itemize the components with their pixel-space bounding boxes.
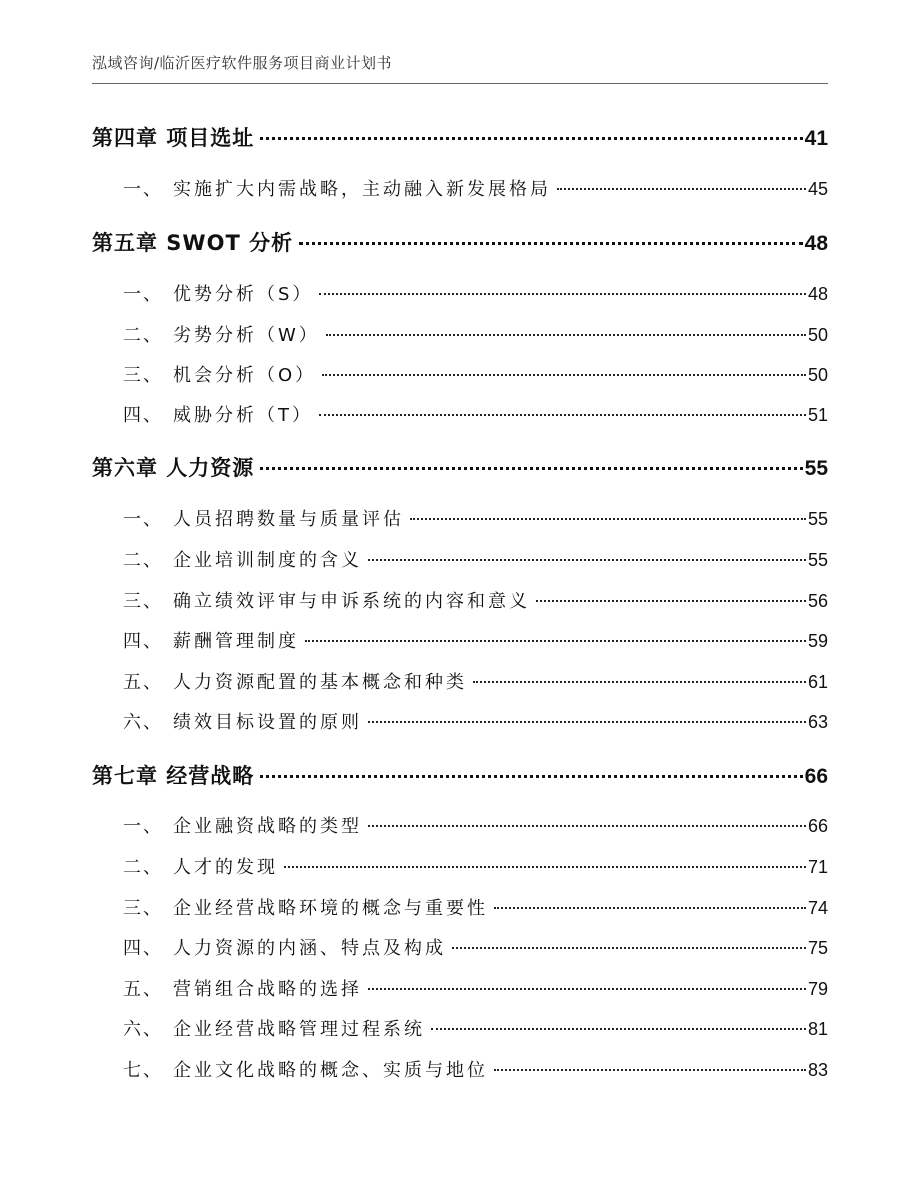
toc-entry-page: 63 <box>807 712 828 732</box>
toc-entry-number: 五、 <box>123 979 163 1000</box>
toc-entry-title: 企业文化战略的概念、实质与地位 <box>173 1060 488 1081</box>
toc-entry-title: 人才的发现 <box>173 857 278 878</box>
toc-entry-page: 75 <box>807 938 828 958</box>
toc-entry[interactable] <box>92 760 828 790</box>
toc-leader-dots <box>473 681 806 683</box>
toc-entry-title: 绩效目标设置的原则 <box>173 712 362 733</box>
toc-entry-number: 二、 <box>123 550 163 571</box>
toc-entry-page: 81 <box>807 1019 828 1039</box>
toc-entry[interactable] <box>92 975 828 1001</box>
toc-leader-dots <box>260 137 802 140</box>
toc-entry-number: 一、 <box>123 179 163 200</box>
toc-entry-page: 48 <box>807 284 828 304</box>
toc-entry-page: 55 <box>807 509 828 529</box>
toc-entry-title: 优势分析（S） <box>173 284 314 305</box>
toc-entry[interactable] <box>92 1056 828 1082</box>
toc-entry[interactable] <box>92 668 828 694</box>
toc-entry-page: 41 <box>804 127 828 150</box>
toc-entry-page: 55 <box>807 550 828 570</box>
toc-entry-title: 企业经营战略环境的概念与重要性 <box>173 898 488 919</box>
toc-entry-number: 二、 <box>123 857 163 878</box>
toc-entry-page: 66 <box>804 765 828 788</box>
toc-entry-number: 六、 <box>123 712 163 733</box>
toc-entry[interactable] <box>92 934 828 960</box>
toc-leader-dots <box>319 414 806 416</box>
toc-entry[interactable] <box>92 321 828 347</box>
toc-entry-page: 83 <box>807 1060 828 1080</box>
toc-entry-title: 人力资源配置的基本概念和种类 <box>173 672 467 693</box>
toc-leader-dots <box>431 1028 806 1030</box>
toc-entry[interactable] <box>92 401 828 427</box>
toc-entry-title: 第五章 SWOT 分析 <box>92 231 294 255</box>
toc-leader-dots <box>299 242 803 245</box>
toc-entry-number: 五、 <box>123 672 163 693</box>
toc-leader-dots <box>557 188 806 190</box>
toc-entry[interactable] <box>92 227 828 257</box>
toc-entry[interactable] <box>92 280 828 306</box>
toc-entry-number: 一、 <box>123 284 163 305</box>
toc-entry-title: 人员招聘数量与质量评估 <box>173 509 404 530</box>
toc-leader-dots <box>494 907 806 909</box>
toc-entry-number: 四、 <box>123 631 163 652</box>
toc-entry-title: 企业经营战略管理过程系统 <box>173 1019 425 1040</box>
toc-entry-number: 三、 <box>123 898 163 919</box>
toc-entry-title: 营销组合战略的选择 <box>173 979 362 1000</box>
toc-leader-dots <box>368 559 806 561</box>
toc-entry-title: 第六章 人力资源 <box>92 456 255 480</box>
toc-leader-dots <box>319 293 806 295</box>
toc-entry-page: 50 <box>807 365 828 385</box>
toc-entry-title: 威胁分析（T） <box>173 405 313 426</box>
toc-entry-number: 六、 <box>123 1019 163 1040</box>
toc-entry-page: 79 <box>807 979 828 999</box>
toc-entry-page: 45 <box>807 179 828 199</box>
toc-entry[interactable] <box>92 505 828 531</box>
toc-entry-number: 四、 <box>123 405 163 426</box>
toc-leader-dots <box>284 866 806 868</box>
toc-entry-page: 71 <box>807 857 828 877</box>
toc-entry-page: 48 <box>804 232 828 255</box>
toc-entry-number: 一、 <box>123 509 163 530</box>
toc-entry-title: 企业培训制度的含义 <box>173 550 362 571</box>
toc-leader-dots <box>305 640 806 642</box>
toc-entry[interactable] <box>92 627 828 653</box>
toc-entry-page: 74 <box>807 898 828 918</box>
toc-leader-dots <box>494 1069 806 1071</box>
toc-entry[interactable] <box>92 894 828 920</box>
toc-entry-number: 一、 <box>123 816 163 837</box>
toc-entry[interactable] <box>92 452 828 482</box>
toc-entry[interactable] <box>92 853 828 879</box>
toc-entry-page: 66 <box>807 816 828 836</box>
toc-entry-title: 确立绩效评审与申诉系统的内容和意义 <box>173 591 530 612</box>
toc-leader-dots <box>322 374 806 376</box>
page-header: 泓域咨询/临沂医疗软件服务项目商业计划书 <box>92 52 828 84</box>
toc-entry-title: 第七章 经营战略 <box>92 764 255 788</box>
toc-entry-number: 二、 <box>123 325 163 346</box>
toc-entry[interactable] <box>92 708 828 734</box>
toc-entry[interactable] <box>92 546 828 572</box>
toc-entry-number: 四、 <box>123 938 163 959</box>
toc-entry-page: 61 <box>807 672 828 692</box>
toc-entry-title: 企业融资战略的类型 <box>173 816 362 837</box>
toc-leader-dots <box>326 334 806 336</box>
toc-entry-title: 人力资源的内涵、特点及构成 <box>173 938 446 959</box>
toc-entry[interactable] <box>92 587 828 613</box>
toc-entry-number: 三、 <box>123 591 163 612</box>
toc-leader-dots <box>368 825 806 827</box>
toc-entry-title: 机会分析（O） <box>173 365 317 386</box>
toc-entry-number: 七、 <box>123 1060 163 1081</box>
toc-leader-dots <box>410 518 806 520</box>
toc-entry[interactable] <box>92 175 828 201</box>
toc-entry[interactable] <box>92 1015 828 1041</box>
toc-entry-title: 薪酬管理制度 <box>173 631 299 652</box>
toc-entry-page: 55 <box>804 457 828 480</box>
toc-entry-page: 59 <box>807 631 828 651</box>
toc-leader-dots <box>260 467 802 470</box>
toc-leader-dots <box>452 947 806 949</box>
toc-leader-dots <box>368 721 806 723</box>
toc-leader-dots <box>368 988 806 990</box>
toc-entry-page: 56 <box>807 591 828 611</box>
toc-entry-number: 三、 <box>123 365 163 386</box>
toc-entry[interactable] <box>92 122 828 152</box>
toc-entry-page: 51 <box>807 405 828 425</box>
toc-entry-title: 劣势分析（W） <box>173 325 320 346</box>
toc-entry[interactable] <box>92 812 828 838</box>
toc-entry-title: 实施扩大内需战略，主动融入新发展格局 <box>173 179 551 200</box>
toc-leader-dots <box>536 600 806 602</box>
toc-entry-title: 第四章 项目选址 <box>92 126 255 150</box>
toc-entry[interactable] <box>92 361 828 387</box>
toc-leader-dots <box>260 775 802 778</box>
toc-entry-page: 50 <box>807 325 828 345</box>
